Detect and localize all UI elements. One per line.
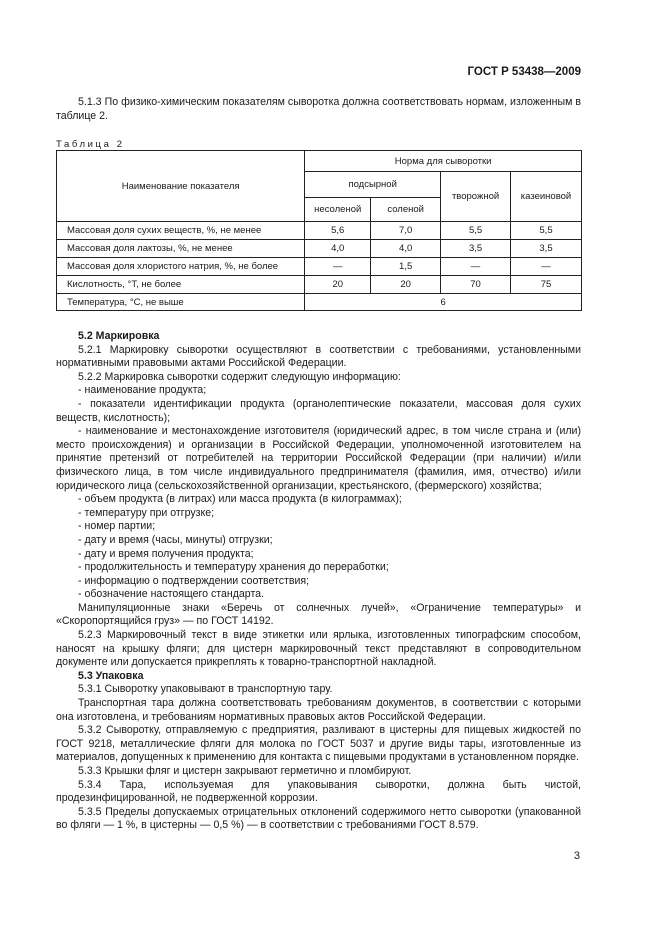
standard-designation: ГОСТ Р 53438—2009 (467, 66, 581, 78)
cell-value: 4,0 (371, 240, 441, 258)
table-row (57, 222, 582, 240)
cell-value: 5,5 (441, 222, 511, 240)
table-row (57, 240, 582, 258)
cell-value: 70 (441, 276, 511, 294)
cell-value: 6 (305, 294, 582, 311)
cell-value: — (441, 258, 511, 276)
paragraph: 5.3.4 Тара, используемая для упаковывания сыворотки, должна быть чистой, продезинфицированной, не подверженной коррозии. (56, 778, 581, 805)
header-salted: соленой (371, 198, 441, 222)
cell-value: 75 (511, 276, 582, 294)
paragraph: - наименование и местонахождение изготовителя (юридический адрес, в том числе страна и (или) место происхождения) и организации в Российской Федерации, уполномоченной изготовителем на принятие претензий от потребителей на территории Российской Федерации (при наличии) и/или физического лица, в том числе индивидуального предпринимателя (фамилия, имя, отчество) и/или юридического лица (сельскохозяйственной организации, крестьянского, (фермерского) хозяйства; (56, 425, 581, 492)
section-heading: 5.2 Маркировка (78, 330, 160, 342)
cell-value: — (305, 258, 371, 276)
cell-value: 4,0 (305, 240, 371, 258)
cell-value: 7,0 (371, 222, 441, 240)
intro-paragraph: 5.1.3 По физико-химическим показателям сыворотка должна соответствовать нормам, изложенным в таблице 2. (56, 96, 581, 122)
cell-value: 20 (371, 276, 441, 294)
table-row (57, 294, 582, 311)
header-norm: Норма для сыворотки (305, 151, 582, 172)
paragraph: 5.3.5 Пределы допускаемых отрицательных отклонений содержимого нетто сыворотки (упакованной во фляги — 1 %, в цистерны — 0,5 %) — в соответствии с требованиями ГОСТ 8.579. (56, 805, 581, 832)
cell-value: — (511, 258, 582, 276)
row-name: Массовая доля хлористого натрия, %, не более (57, 258, 305, 276)
paragraph: - наименование продукта; (78, 384, 207, 397)
cell-value: 5,6 (305, 222, 371, 240)
cell-value: 1,5 (371, 258, 441, 276)
header-unsalted: несоленой (305, 198, 371, 222)
row-name: Массовая доля сухих веществ, %, не менее (57, 222, 305, 240)
document-body (56, 330, 581, 833)
cell-value: 3,5 (511, 240, 582, 258)
paragraph: - продолжительность и температуру хранения до переработки; (78, 561, 389, 574)
paragraph: Транспортная тара должна соответствовать требованиям документов, в соответствии с которыми она изготовлена, и требованиям нормативных правовых актов Российской Федерации. (56, 697, 581, 723)
paragraph: - информацию о подтверждении соответствия; (78, 574, 310, 587)
section-heading: 5.3 Упаковка (78, 669, 144, 682)
paragraph: - дату и время получения продукта; (78, 547, 254, 560)
table-row (57, 258, 582, 276)
table-caption: Таблица 2 (56, 139, 125, 150)
cell-value: 20 (305, 276, 371, 294)
paragraph: 5.3.3 Крышки фляг и цистерн закрывают герметично и пломбируют. (78, 765, 412, 777)
paragraph: Манипуляционные знаки «Беречь от солнечных лучей», «Ограничение температуры» и «Скоропортящийся груз» — по ГОСТ 14192. (56, 601, 581, 628)
paragraph: 5.2.3 Маркировочный текст в виде этикетки или ярлыка, изготовленных типографским способом, наносят на крышку фляги; для цистерн маркировочный текст представляют в сопроводительном документе или допускается прикреплять к товарно-транспортной накладной. (56, 629, 581, 669)
paragraph: 5.3.1 Сыворотку упаковывают в транспортную тару. (78, 683, 333, 696)
cell-value: 5,5 (511, 222, 582, 240)
paragraph: 5.3.2 Сыворотку, отправляемую с предприятия, разливают в цистерны для пищевых жидкостей по ГОСТ 9218, металлические фляги для молока по ГОСТ 5037 и другие виды тары, изготовленные из материалов, допущенных к применению для контакта с пищевыми продуктами в установленном порядке. (56, 724, 581, 764)
norms-table (56, 150, 582, 311)
page-number: 3 (573, 850, 580, 862)
row-name: Температура, °С, не выше (57, 294, 305, 311)
header-podsyrnoy: подсырной (305, 172, 441, 198)
cell-value: 3,5 (441, 240, 511, 258)
header-indicator-name: Наименование показателя (57, 151, 305, 222)
paragraph: - температуру при отгрузке; (78, 506, 215, 519)
paragraph: - дату и время (часы, минуты) отгрузки; (78, 533, 273, 546)
paragraph: - обозначение настоящего стандарта. (78, 588, 265, 601)
header-tvorozhnoy: творожной (441, 172, 511, 222)
paragraph: 5.2.2 Маркировка сыворотки содержит следующую информацию: (78, 370, 401, 383)
paragraph: - номер партии; (78, 520, 156, 533)
table-row (57, 276, 582, 294)
paragraph: 5.2.1 Маркировку сыворотки осуществляют в соответствии с требованиями, установленными нормативными правовыми актами Российской Федерации. (56, 343, 581, 370)
row-name: Кислотность, °Т, не более (57, 276, 305, 294)
paragraph: - показатели идентификации продукта (органолептические показатели, массовая доля сухих веществ, кислотность); (56, 397, 581, 424)
row-name: Массовая доля лактозы, %, не менее (57, 240, 305, 258)
paragraph: - объем продукта (в литрах) или масса продукта (в килограммах); (78, 493, 402, 506)
header-kazeinovoy: казеиновой (511, 172, 582, 222)
